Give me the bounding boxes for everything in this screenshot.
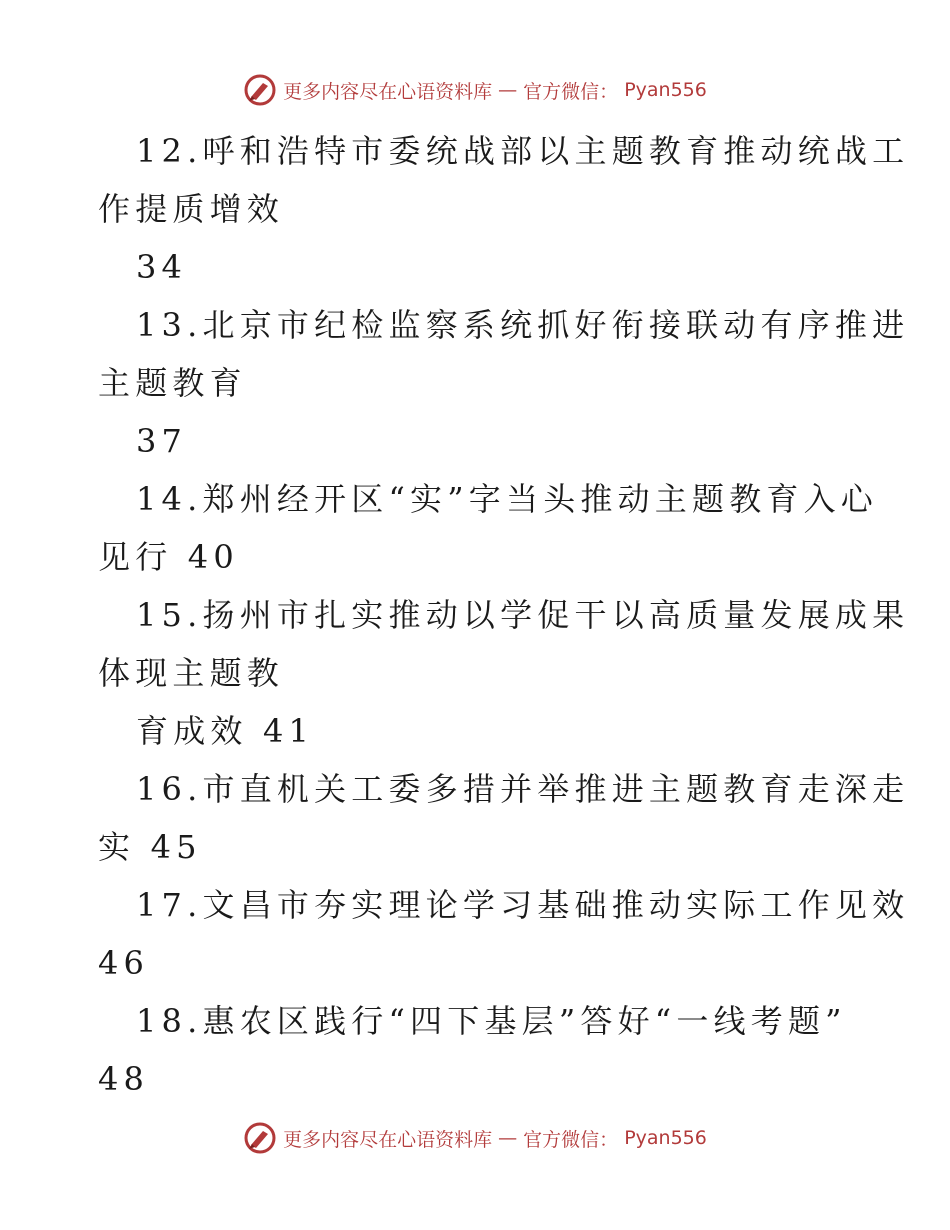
watermark-id: Pyan556 <box>624 1127 707 1149</box>
toc-line: 18.惠农区践行“四下基层”答好“一线考题” <box>136 1002 847 1040</box>
toc-line: 17.文昌市夯实理论学习基础推动实际工作见效 <box>136 886 910 924</box>
toc-page-number: 34 <box>136 248 188 286</box>
pen-nib-logo-icon <box>243 1121 277 1155</box>
toc-line: 16.市直机关工委多措并举推进主题教育走深走 <box>136 770 910 808</box>
watermark-label: 官方微信： <box>523 1128 619 1151</box>
toc-line: 12.呼和浩特市委统战部以主题教育推动统战工 <box>136 132 910 170</box>
watermark-text: 更多内容尽在心语资料库 <box>283 1128 493 1151</box>
toc-line: 见行 40 <box>98 538 239 576</box>
toc-line: 实 45 <box>98 828 202 866</box>
toc-page-number: 48 <box>98 1060 150 1098</box>
toc-line: 13.北京市纪检监察系统抓好衔接联动有序推进 <box>136 306 910 344</box>
toc-line: 14.郑州经开区“实”字当头推动主题教育入心 <box>136 480 879 518</box>
header-watermark <box>0 70 950 110</box>
pen-nib-logo-icon <box>243 73 277 107</box>
toc-line: 主题教育 <box>98 364 247 402</box>
toc-page-number: 46 <box>98 944 150 982</box>
toc-line: 15.扬州市扎实推动以学促干以高质量发展成果 <box>136 596 910 634</box>
toc-line: 体现主题教 <box>98 654 285 692</box>
toc-line: 育成效 41 <box>136 712 315 750</box>
watermark-id: Pyan556 <box>624 79 707 101</box>
watermark-separator: — <box>498 79 518 101</box>
watermark-separator: — <box>498 1127 518 1149</box>
toc-page-number: 37 <box>136 422 188 460</box>
watermark-label: 官方微信： <box>523 80 619 103</box>
footer-watermark <box>0 1118 950 1158</box>
toc-list <box>98 122 910 1108</box>
toc-line: 作提质增效 <box>98 190 285 228</box>
watermark-text: 更多内容尽在心语资料库 <box>283 80 493 103</box>
